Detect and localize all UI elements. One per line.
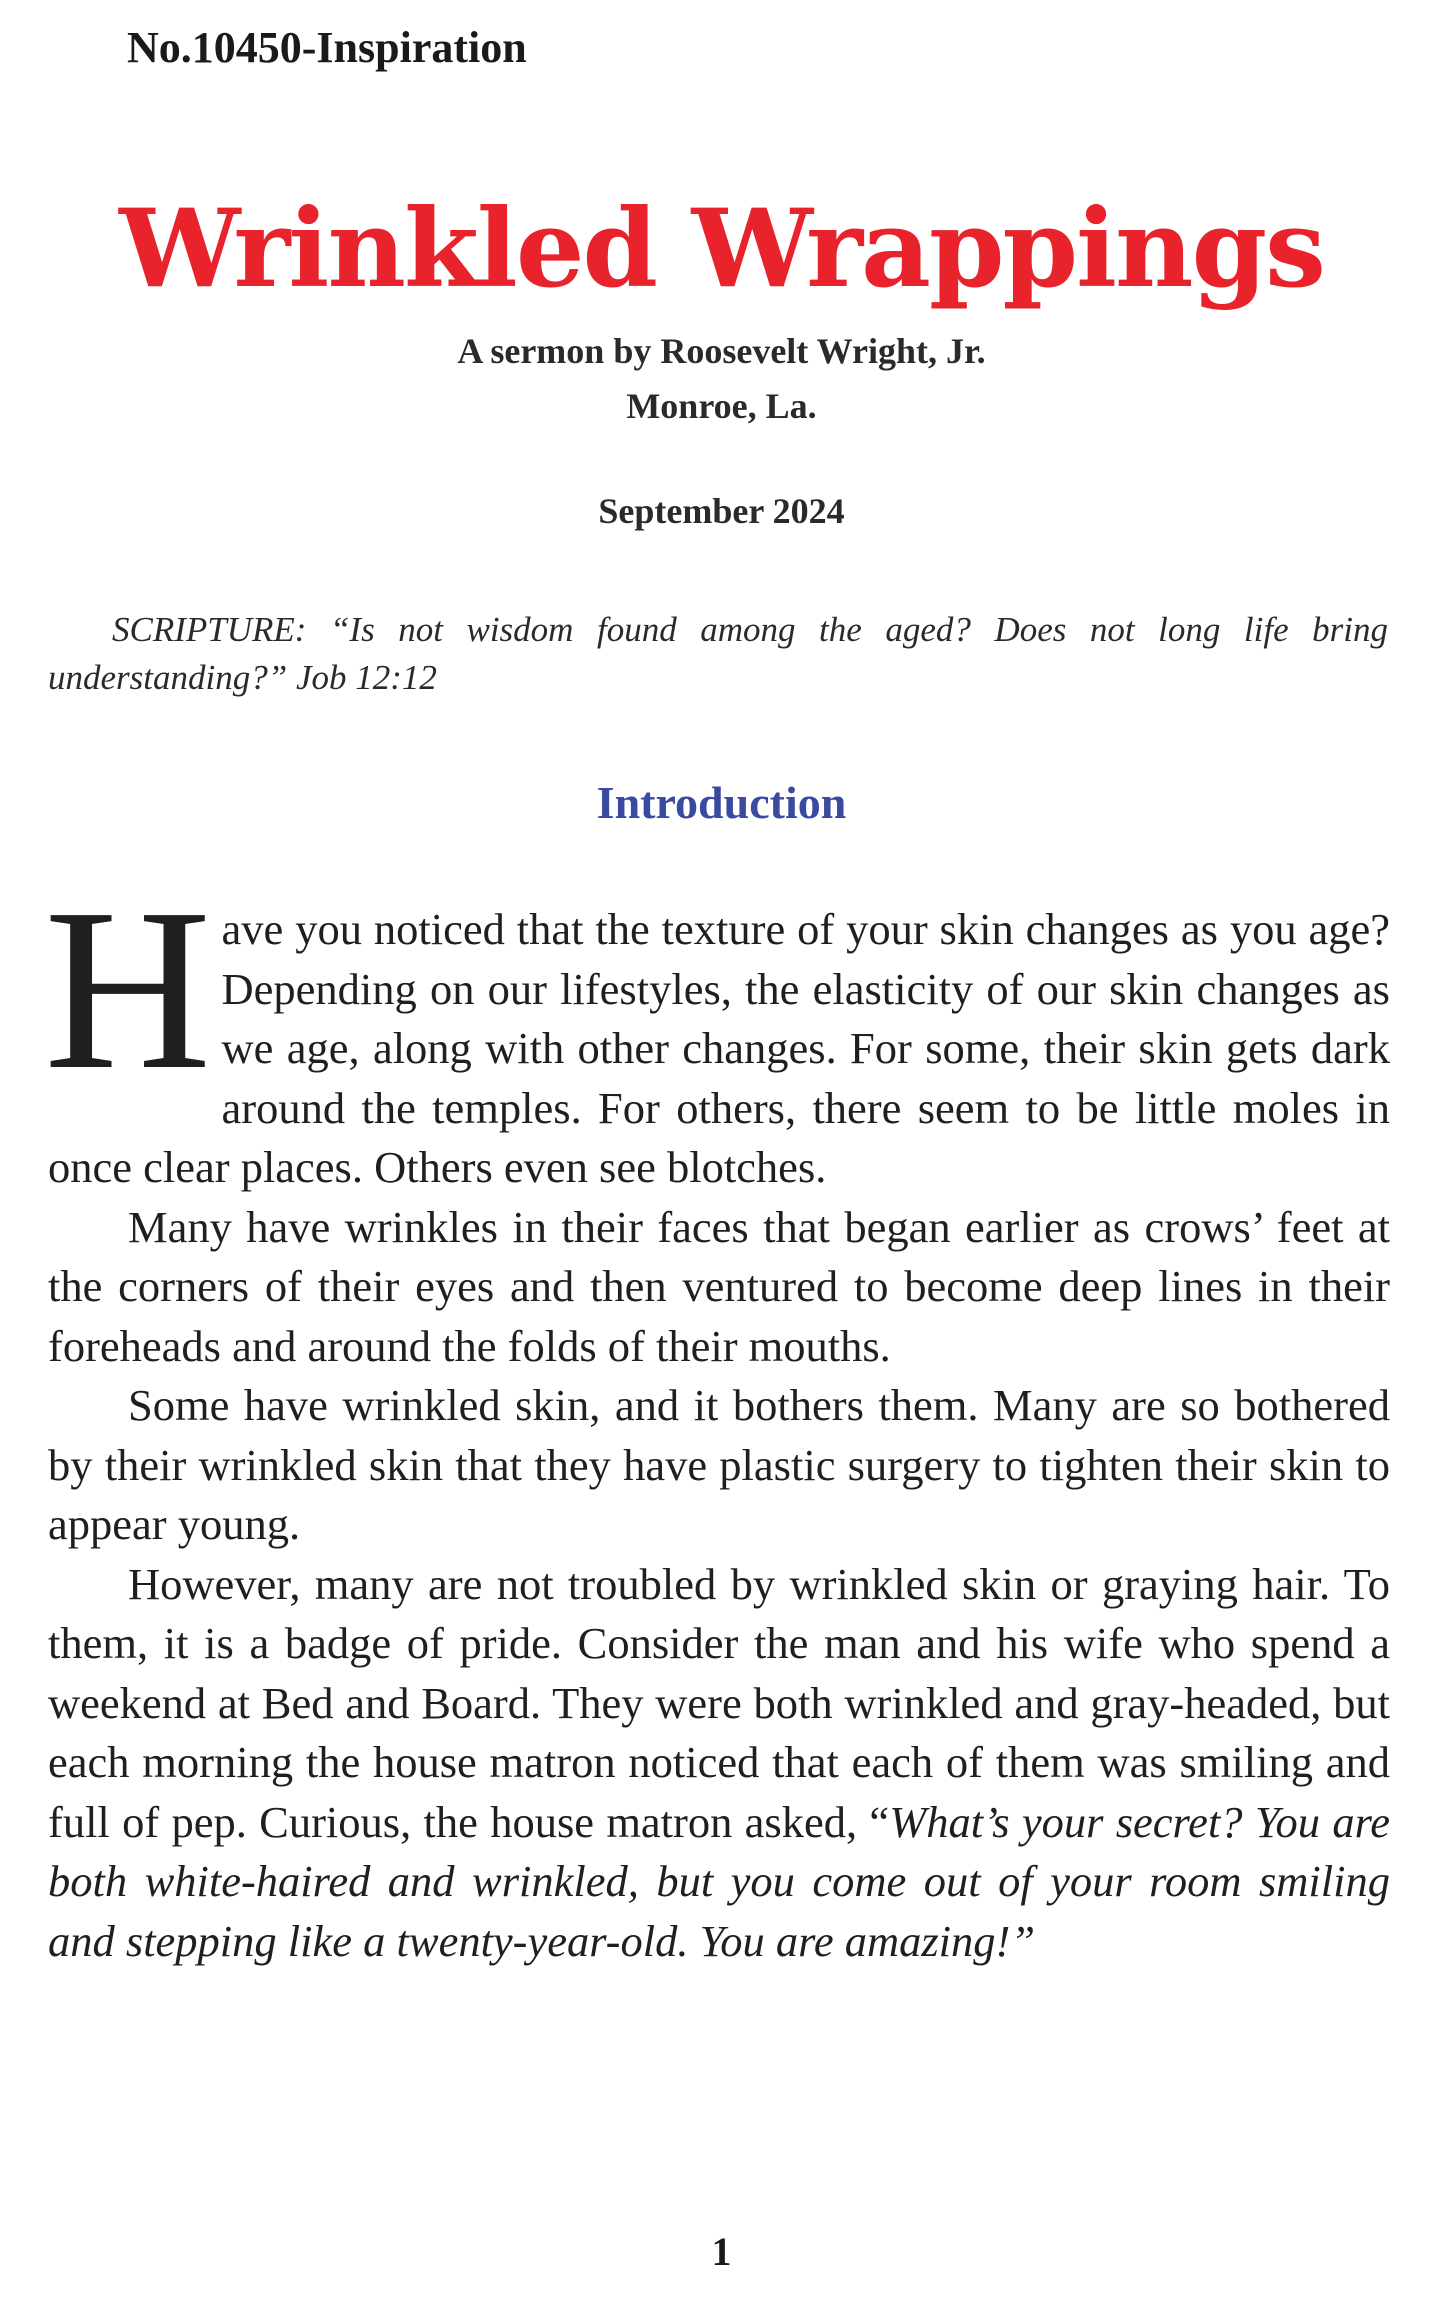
drop-cap: H [44, 861, 212, 1118]
paragraph [48, 1555, 1390, 1972]
page-number: 1 [711, 2229, 732, 2274]
location: Monroe, La. [626, 386, 817, 426]
body-text [44, 861, 1390, 1971]
paragraph-text: ave you noticed that the texture of your skin changes as you age? Depending on our lifestyles, the elasticity of our skin changes as we age, along with other changes. For some, their skin gets dark around the temples. For others, there seem to be little moles in once clear places. Others even see blotches. [48, 904, 1390, 1192]
italic-quote: What’s your secret? You are both white-haired and wrinkled, but you come out of your room smiling and stepping like a twenty-year-old. You are amazing!” [48, 1796, 1390, 1966]
scripture-quote: SCRIPTURE: “Is not wisdom found among the aged? Does not long life bring understanding?” Job 12:12 [48, 610, 1388, 697]
paragraph-text: However, many are not troubled by wrinkled skin or graying hair. To them, it is a badge of pride. Consider the man and his wife who spend a weekend at Bed and Board. They were both wrinkled and gray-headed, but each morning the house matron noticed that each of them was smiling and full of pep. Curious, the house matron asked, “ [48, 1558, 1390, 1847]
section-heading: Introduction [596, 777, 847, 828]
date: September 2024 [598, 491, 845, 531]
paragraph: Some have wrinkled skin, and it bothers them. Many are so bothered by their wrinkled skin that they have plastic surgery to tighten their skin to appear young. [48, 1380, 1390, 1549]
sermon-title: Wrinkled Wrappings [119, 186, 1324, 312]
paragraph: Many have wrinkles in their faces that began earlier as crows’ feet at the corners of their eyes and then ventured to become deep lines in their foreheads and around the folds of their mouths. [48, 1201, 1390, 1371]
byline: A sermon by Roosevelt Wright, Jr. [457, 331, 986, 371]
document-number: No.10450-Inspiration [127, 23, 527, 72]
paragraph [44, 861, 1390, 1198]
